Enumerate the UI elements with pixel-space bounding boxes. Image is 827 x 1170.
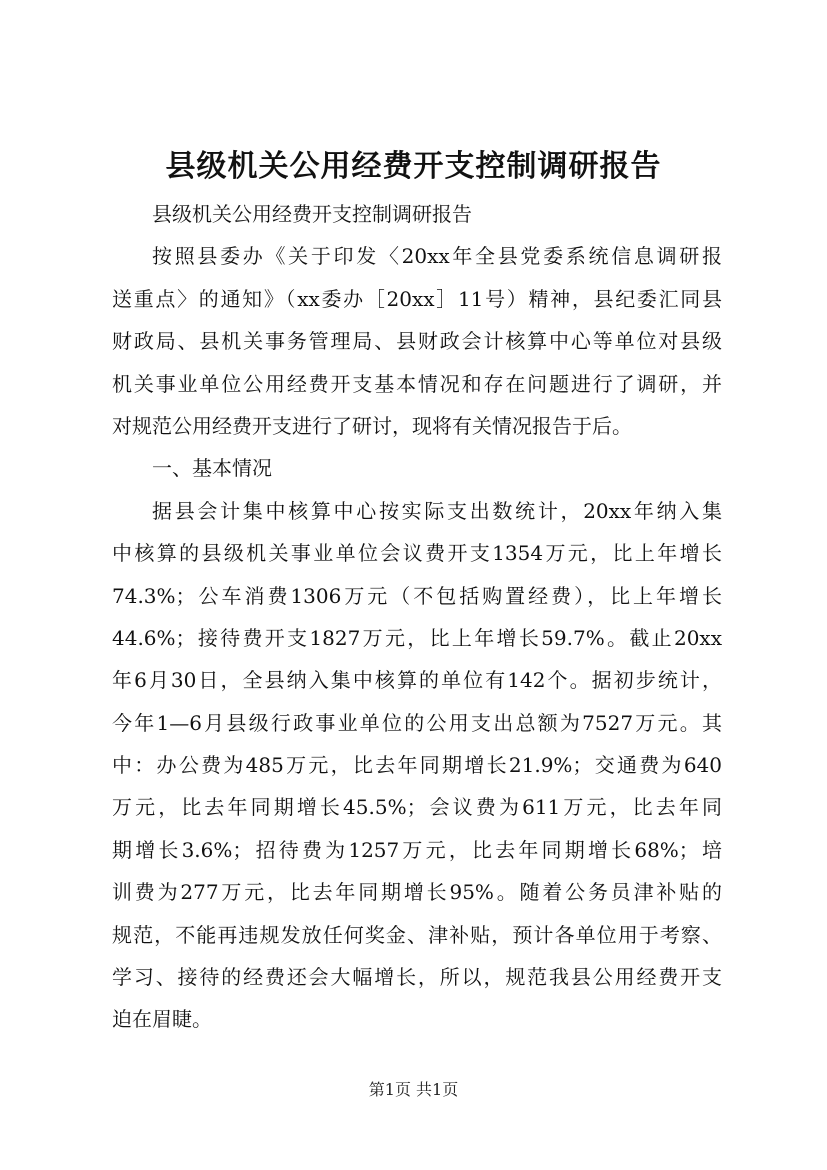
text-line: 规范，不能再违规发放任何奖金、津补贴，预计各单位用于考察、 (112, 922, 722, 947)
document-body (112, 193, 722, 1041)
text-line: 今年1—6月县级行政事业单位的公用支出总额为7527万元。其 (112, 710, 722, 735)
text-line: 送重点〉的通知》（xx委办［20xx］11号）精神，县纪委汇同县 (112, 286, 722, 311)
heading-line: 一、基本情况 (152, 456, 272, 481)
text-line: 74.3%；公车消费1306万元（不包括购置经费），比上年增长 (112, 583, 722, 608)
text-line: 对规范公用经费开支进行了研讨，现将有关情况报告于后。 (112, 413, 632, 438)
text-line: 学习、接待的经费还会大幅增长，所以，规范我县公用经费开支 (112, 965, 722, 990)
paragraph-intro (112, 235, 722, 447)
text-line: 按照县委办《关于印发〈20xx年全县党委系统信息调研报 (152, 244, 722, 269)
text-line: 训费为277万元，比去年同期增长95%。随着公务员津补贴的 (112, 880, 722, 905)
text-line: 万元，比去年同期增长45.5%；会议费为611万元，比去年同 (112, 795, 722, 820)
text-line: 机关事业单位公用经费开支基本情况和存在问题进行了调研，并 (112, 371, 722, 396)
document-title: 县级机关公用经费开支控制调研报告 (165, 149, 662, 184)
page-number-footer: 第1页 共1页 (368, 1080, 459, 1099)
text-line: 年6月30日，全县纳入集中核算的单位有142个。据初步统计， (112, 668, 722, 693)
paragraph-basic-situation (112, 490, 722, 1041)
text-line: 县级机关公用经费开支控制调研报告 (152, 202, 472, 226)
text-line: 迫在眉睫。 (112, 1007, 212, 1032)
text-line: 中核算的县级机关事业单位会议费开支1354万元，比上年增长 (112, 541, 722, 566)
text-line: 44.6%；接待费开支1827万元，比上年增长59.7%。截止20xx (112, 625, 722, 650)
section-heading (112, 447, 722, 489)
paragraph-subtitle (112, 193, 722, 235)
text-line: 据县会计集中核算中心按实际支出数统计，20xx年纳入集 (152, 498, 722, 523)
text-line: 财政局、县机关事务管理局、县财政会计核算中心等单位对县级 (112, 329, 722, 354)
text-line: 中：办公费为485万元，比去年同期增长21.9%；交通费为640 (112, 753, 722, 778)
text-line: 期增长3.6%；招待费为1257万元，比去年同期增长68%；培 (112, 837, 722, 862)
